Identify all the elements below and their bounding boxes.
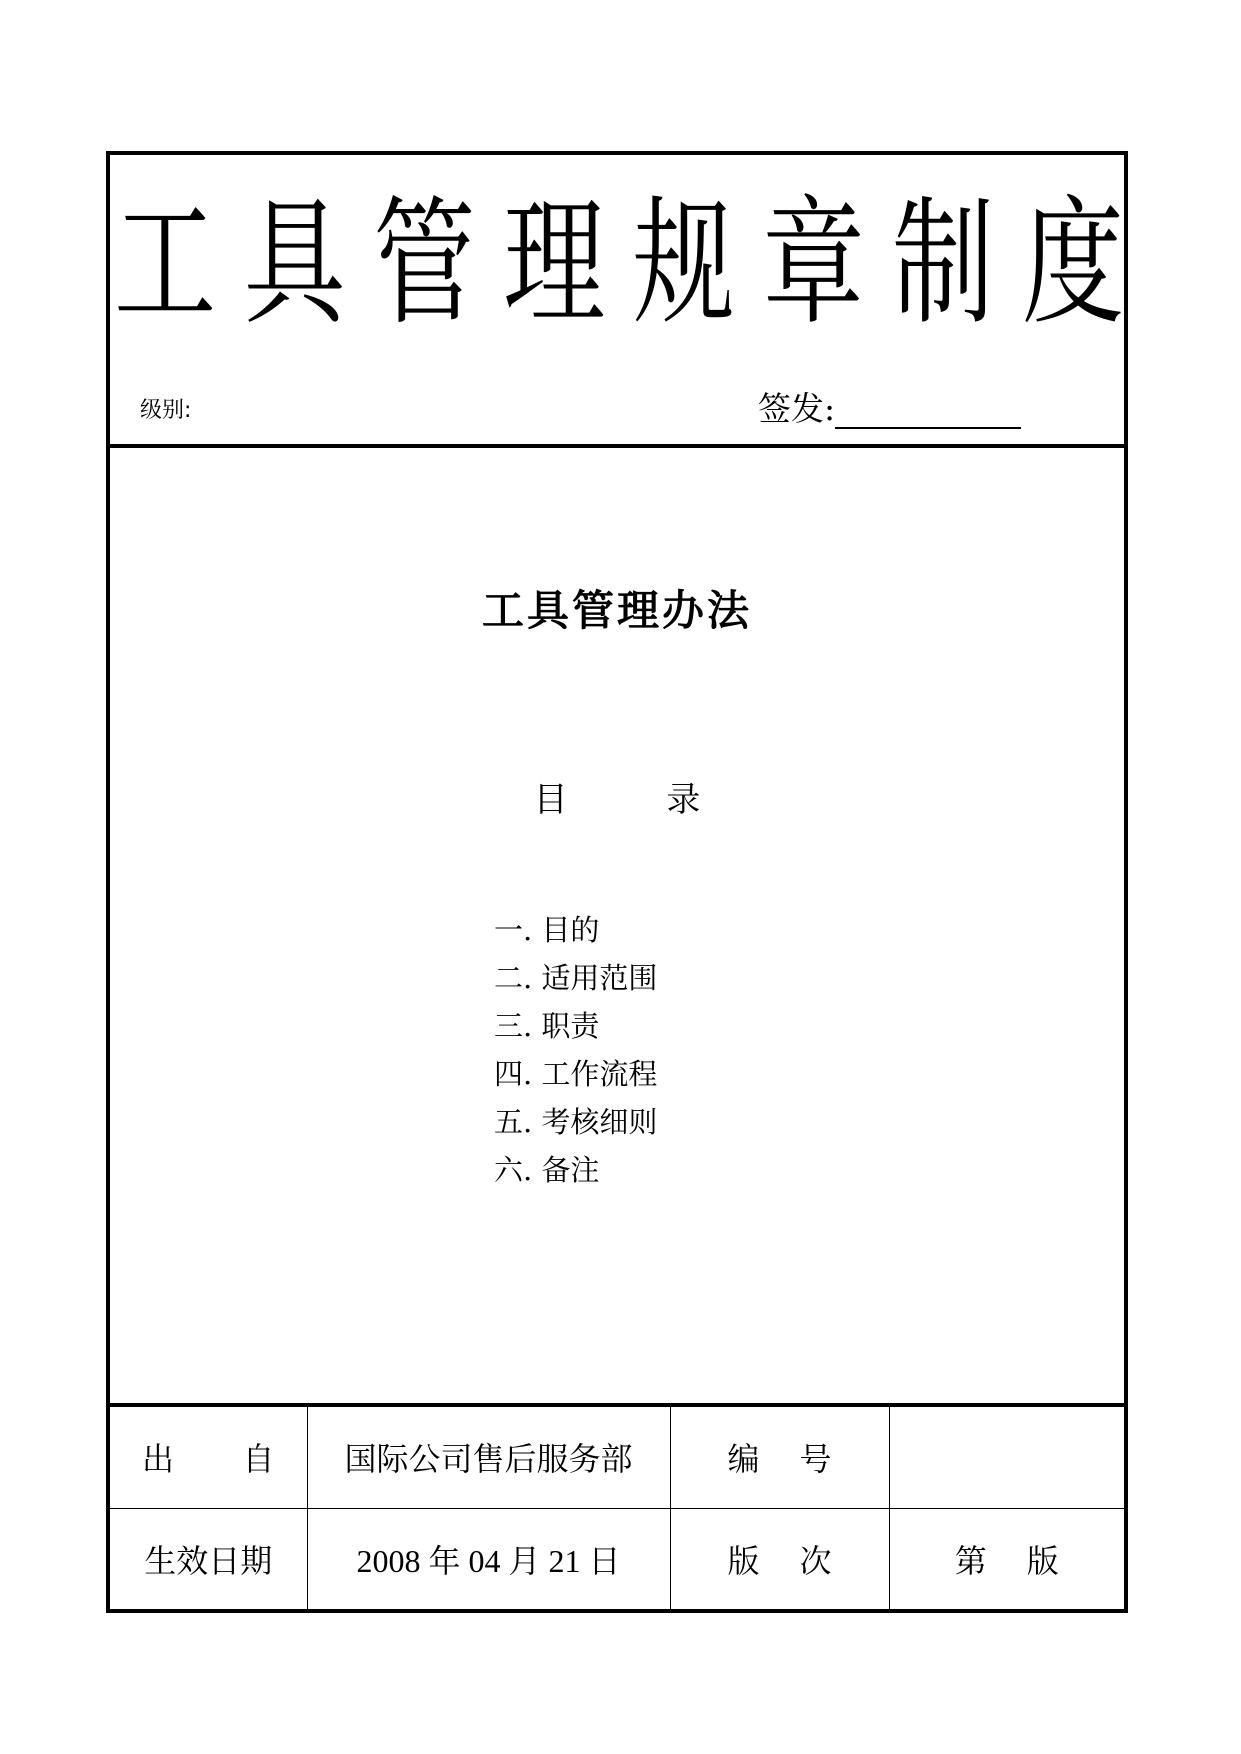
edition-value-char: 第	[954, 1541, 987, 1580]
document-subtitle: 工具管理办法	[481, 586, 752, 635]
from-label-char: 自	[242, 1440, 275, 1479]
signature-line	[835, 397, 1021, 429]
main-title-char: 规	[632, 184, 735, 345]
edition-label-char: 次	[799, 1541, 832, 1580]
toc-item: 五. 考核细则	[494, 1105, 658, 1139]
number-value	[889, 1407, 1124, 1508]
edition-label-cell	[670, 1508, 889, 1609]
date-value: 2008 年 04 月 21 日	[307, 1508, 670, 1609]
table-row	[110, 1508, 1124, 1609]
main-title	[114, 184, 1124, 345]
main-title-char: 度	[1021, 184, 1124, 345]
table-row	[110, 1407, 1124, 1508]
document-header	[110, 155, 1124, 448]
edition-value-char: 版	[1026, 1541, 1059, 1580]
table-of-contents	[494, 906, 657, 1194]
sign-label: 签发:	[758, 389, 836, 428]
main-title-char: 制	[892, 184, 995, 345]
main-title-char: 具	[243, 184, 346, 345]
number-label-char: 编	[727, 1440, 760, 1479]
main-title-char: 管	[373, 184, 476, 345]
toc-item: 二. 适用范围	[494, 961, 658, 995]
main-title-char: 理	[503, 184, 606, 345]
toc-item: 六. 备注	[494, 1153, 600, 1187]
number-label-cell	[670, 1407, 889, 1508]
edition-label-char: 版	[727, 1541, 760, 1580]
level-label: 级别:	[140, 398, 192, 423]
toc-item: 一. 目的	[494, 913, 600, 947]
main-title-char: 工	[114, 184, 216, 345]
toc-title: 目 录	[533, 780, 745, 820]
document-frame	[106, 151, 1128, 1613]
sign-field	[758, 389, 1021, 429]
document-footer	[110, 1403, 1124, 1609]
number-label-char: 号	[799, 1440, 832, 1479]
info-table	[110, 1407, 1124, 1609]
toc-item: 三. 职责	[494, 1009, 600, 1043]
from-value: 国际公司售后服务部	[307, 1407, 670, 1508]
toc-item: 四. 工作流程	[494, 1057, 658, 1091]
from-label-char: 出	[142, 1440, 175, 1479]
main-title-char: 章	[762, 184, 865, 345]
edition-value-cell	[889, 1508, 1124, 1609]
date-label: 生效日期	[110, 1508, 307, 1609]
from-label-cell	[110, 1407, 307, 1508]
